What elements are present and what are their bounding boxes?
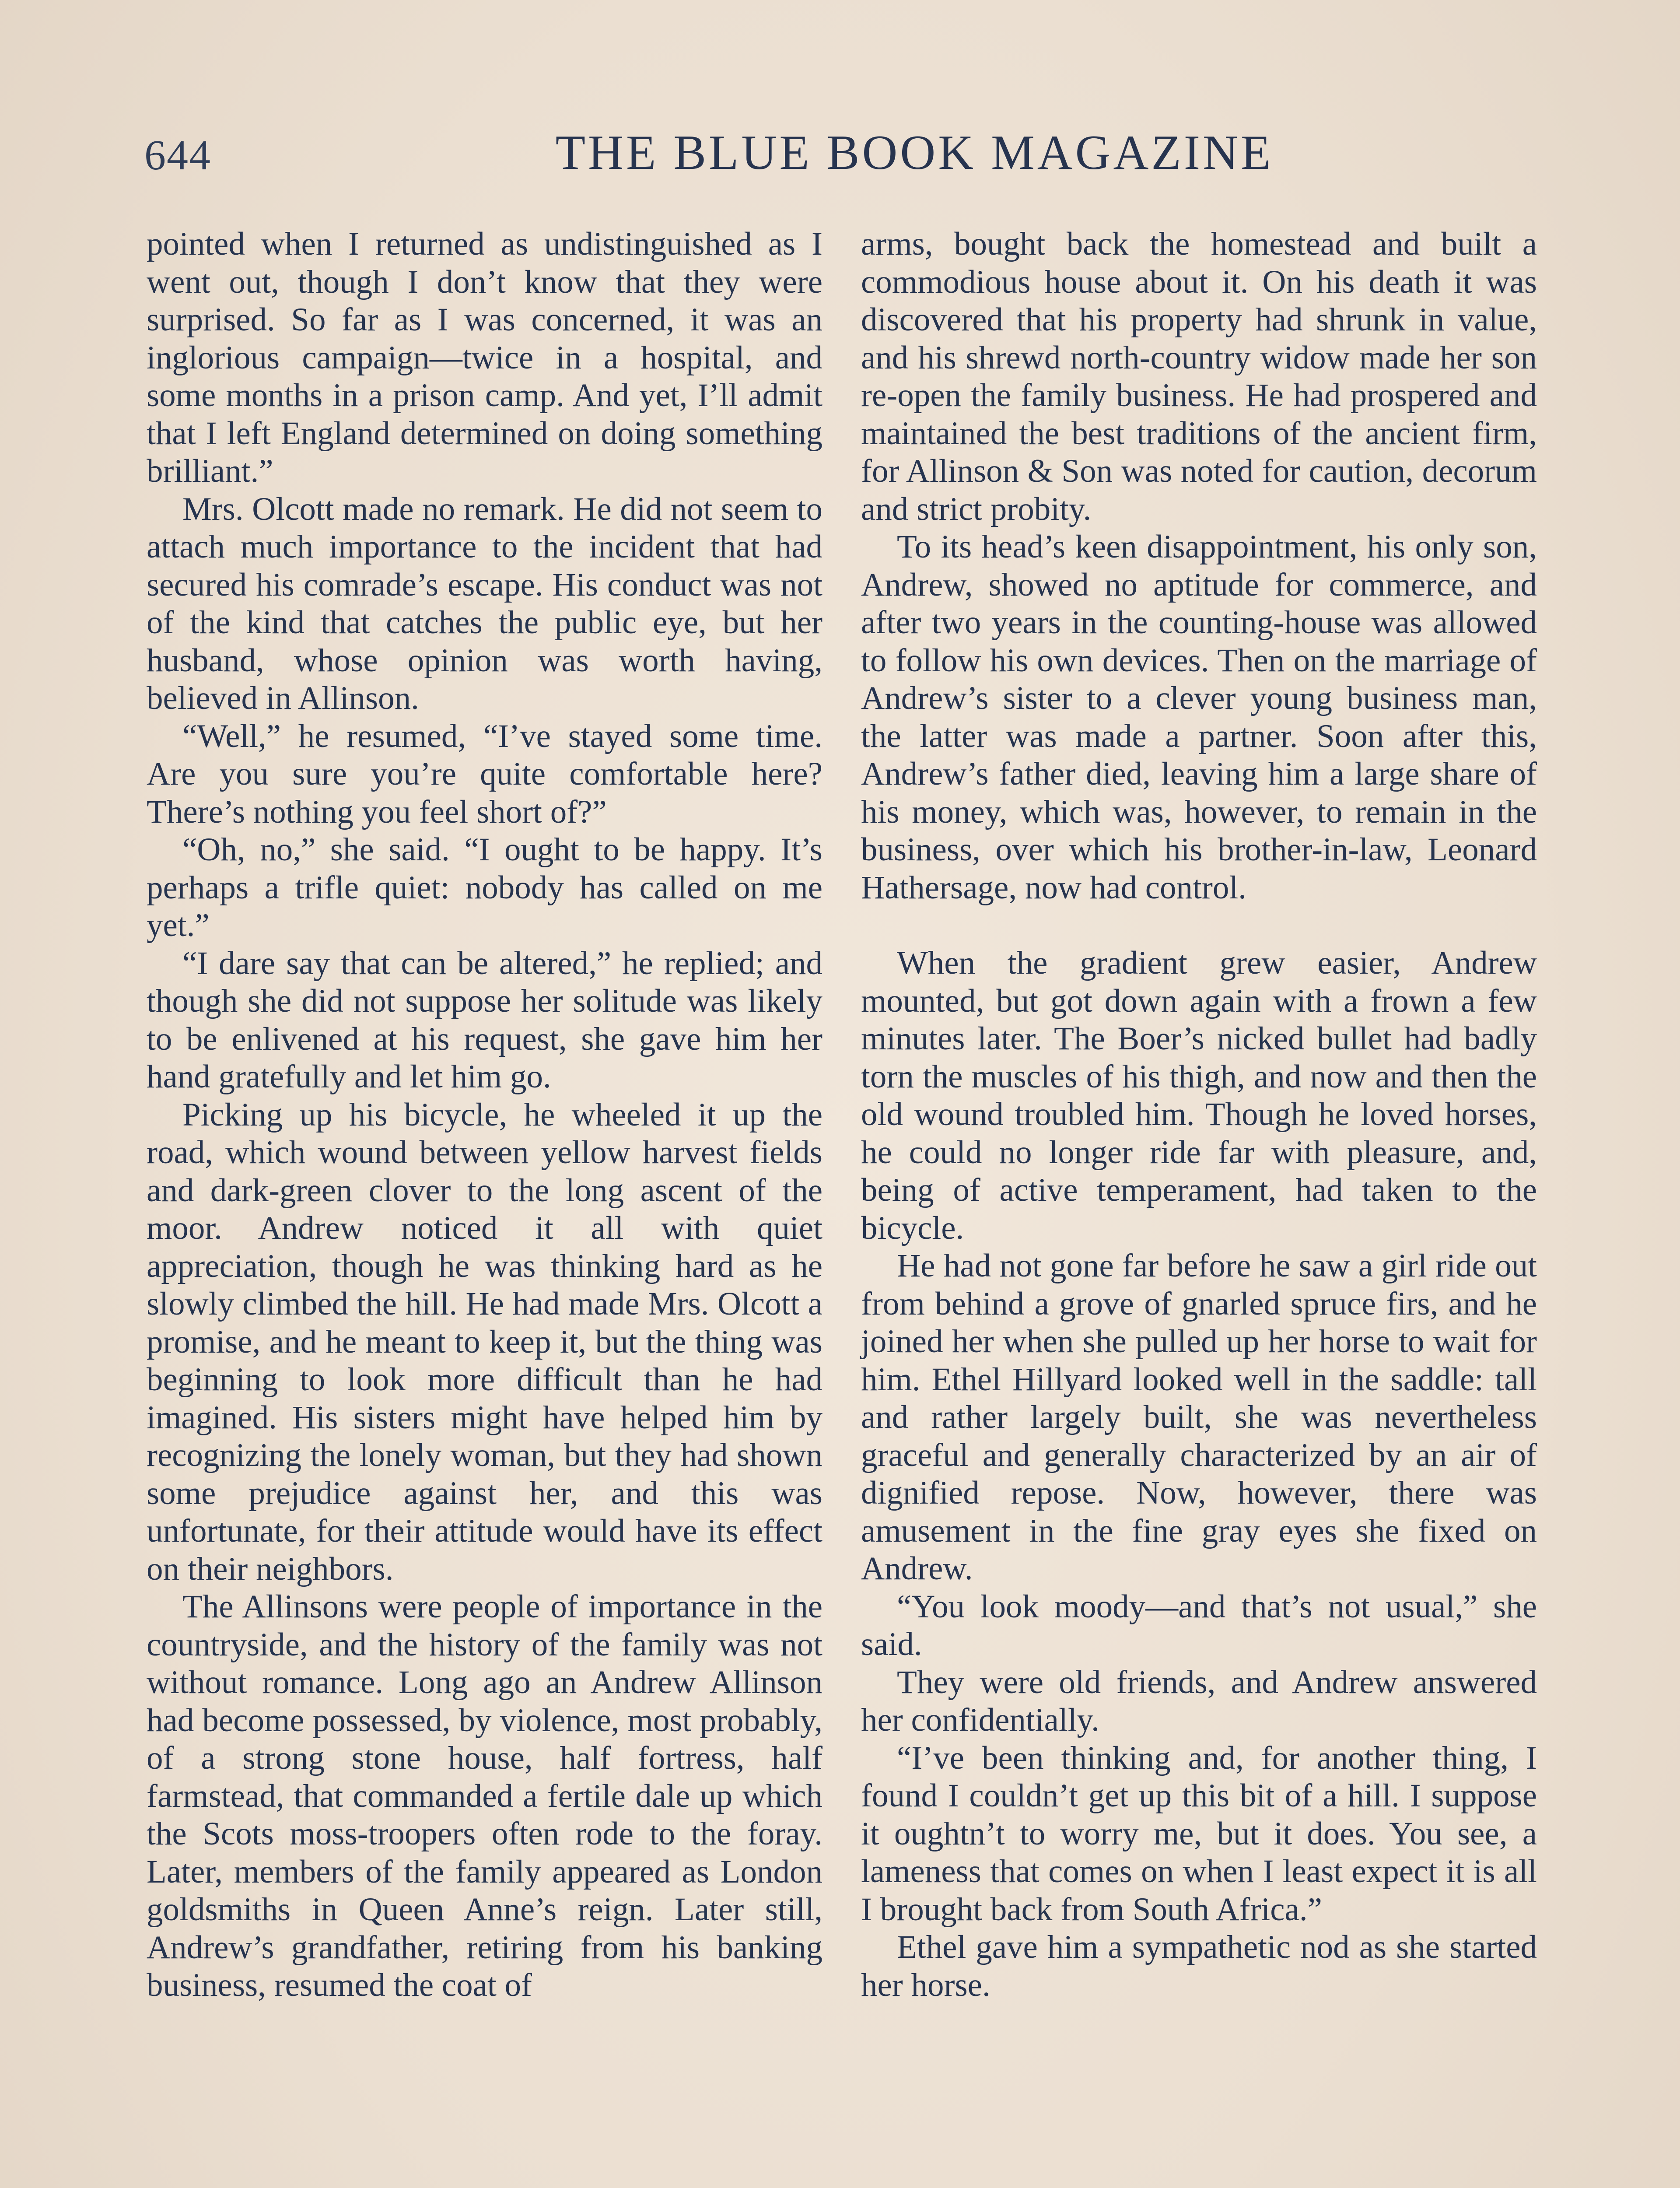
paragraph: They were old friends, and Andrew answered her confidentially.	[861, 1664, 1537, 1738]
paragraph: arms, bought back the homestead and built a commodious house about it. On his death it was discovered that his property had shrunk in value, and his shrewd north-country widow made her son re-open the family business. He had prospered and maintained the best traditions of the ancient firm, for Allinson & Son was noted for caution, decorum and strict probity.	[861, 226, 1537, 527]
paragraph: “You look moody—and that’s not usual,” she said.	[861, 1588, 1537, 1662]
paragraph: To its head’s keen disappointment, his only son, Andrew, showed no aptitude for commerce, and after two years in the counting-house was allowed to follow his own devices. Then on the marriage of Andrew’s sister to a clever young business man, the latter was made a partner. Soon after this, Andrew’s father died, leaving him a large share of his money, which was, however, to remain in the business, over which his brother-in-law, Leonard Hathersage, now had control.	[861, 529, 1537, 906]
page-number: 644	[144, 132, 211, 179]
paragraph: When the gradient grew easier, Andrew mounted, but got down again with a frown a few minutes later. The Boer’s nicked bullet had badly torn the muscles of his thigh, and now and then the old wound troubled him. Though he loved horses, he could no longer ride far with pleasure, and, being of active temperament, had taken to the bicycle.	[861, 945, 1537, 1246]
paragraph: Ethel gave him a sympathetic nod as she started her horse.	[861, 1929, 1537, 2003]
magazine-title: THE BLUE BOOK MAGAZINE	[555, 126, 1274, 180]
paragraph: “Oh, no,” she said. “I ought to be happy. It’s perhaps a trifle quiet: nobody has called on me yet.”	[147, 831, 822, 943]
paragraph: Picking up his bicycle, he wheeled it up the road, which wound between yellow harvest fields and dark-green clover to the long ascent of the moor. Andrew noticed it all with quiet appreciation, though he was thinking hard as he slowly climbed the hill. He had made Mrs. Olcott a promise, and he meant to keep it, but the thing was beginning to look more difficult than he had imagined. His sisters might have helped him by recognizing the lonely woman, but they had shown some prejudice against her, and this was unfortunate, for their attitude would have its effect on their neighbors.	[147, 1096, 822, 1587]
paragraph: “I’ve been thinking and, for another thing, I found I couldn’t get up this bit of a hill. I suppose it oughtn’t to worry me, but it does. You see, a lameness that comes on when I least expect it is all I brought back from South Africa.”	[861, 1739, 1537, 1928]
paragraph: “I dare say that can be altered,” he replied; and though she did not suppose her solitude was likely to be enlivened at his request, she gave him her hand gratefully and let him go.	[147, 945, 822, 1095]
paragraph: Mrs. Olcott made no remark. He did not seem to attach much importance to the incident that had secured his comrade’s escape. His conduct was not of the kind that catches the public eye, but her husband, whose opinion was worth having, believed in Allinson.	[147, 491, 822, 716]
paragraph: pointed when I returned as undistinguished as I went out, though I don’t know that they were surprised. So far as I was concerned, it was an inglorious campaign—twice in a hospital, and some months in a prison camp. And yet, I’ll admit that I left England determined on doing something brilliant.”	[147, 226, 822, 489]
paragraph: “Well,” he resumed, “I’ve stayed some time. Are you sure you’re quite comfortable here? There’s nothing you feel short of?”	[147, 718, 822, 830]
left-text-column	[147, 225, 822, 2005]
paragraph: He had not gone far before he saw a girl ride out from behind a grove of gnarled spruce firs, and he joined her when she pulled up her horse to wait for him. Ethel Hillyard looked well in the saddle: tall and rather largely built, she was nevertheless graceful and generally characterized by an air of dignified repose. Now, however, there was amusement in the fine gray eyes she fixed on Andrew.	[861, 1248, 1537, 1587]
page-header	[144, 125, 1544, 190]
paragraph: The Allinsons were people of importance in the countryside, and the history of the family was not without romance. Long ago an Andrew Allinson had become possessed, by violence, most probably, of a strong stone house, half fortress, half farmstead, that commanded a fertile dale up which the Scots moss-troopers often rode to the foray. Later, members of the family appeared as London goldsmiths in Queen Anne’s reign. Later still, Andrew’s grandfather, retiring from his banking business, resumed the coat of	[147, 1588, 822, 2003]
right-text-column	[861, 225, 1537, 2004]
